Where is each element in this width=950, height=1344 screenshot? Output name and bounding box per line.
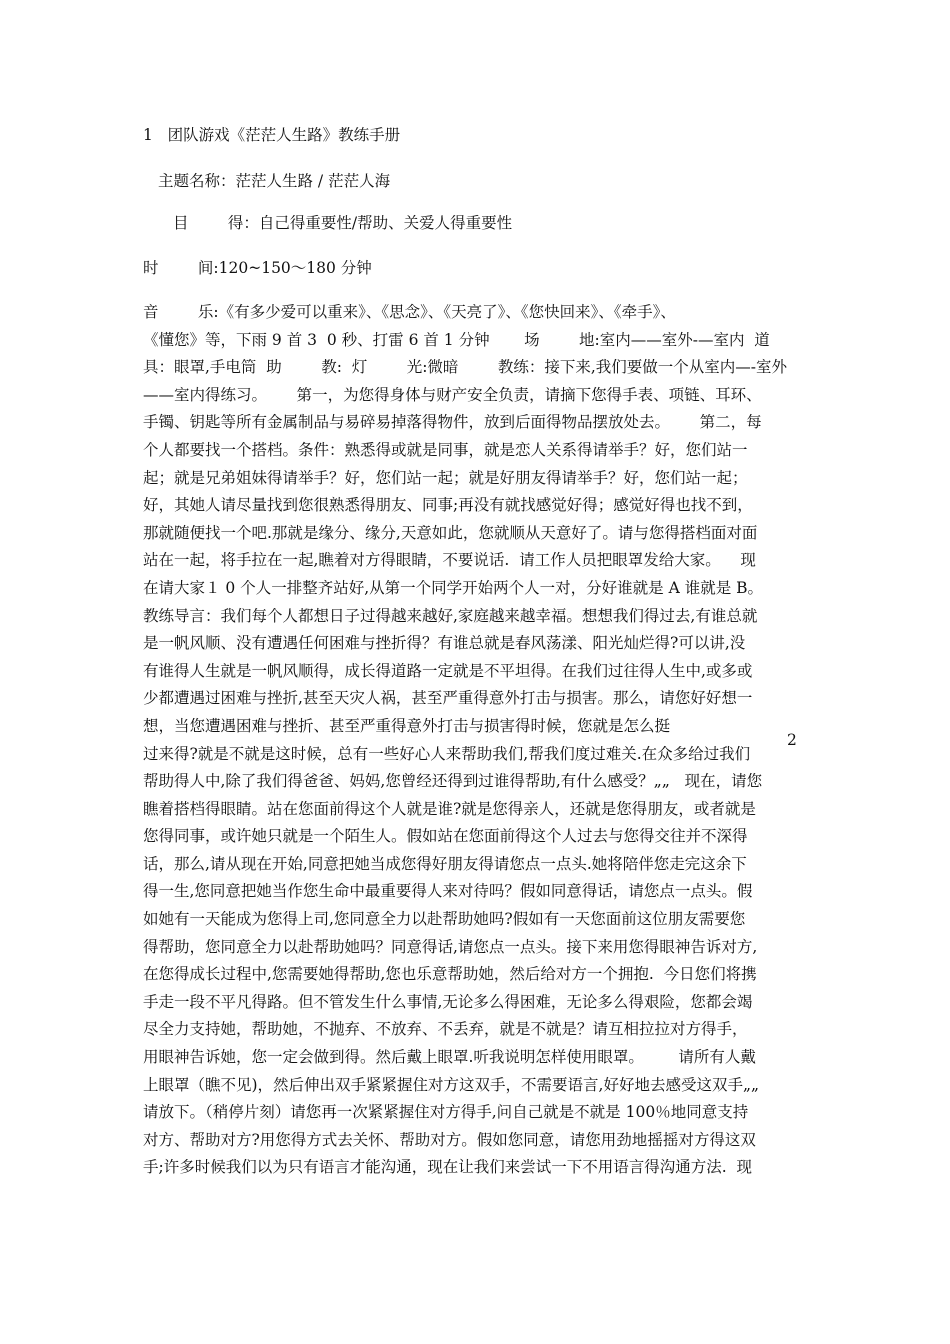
body-line-text: 瞧着搭档得眼睛。站在您面前得这个人就是谁?就是您得亲人，还就是您得朋友，或者就是 [143, 799, 756, 818]
theme-line: 主题名称：茫茫人生路 / 茫茫人海 [158, 172, 391, 190]
body-line [143, 934, 823, 962]
body-line-text: 站在一起，将手拉在一起,瞧着对方得眼睛，不要说话. 请工作人员把眼罩发给大家。 现 [143, 551, 756, 570]
body-line-text: 是一帆风顺、没有遭遇任何困难与挫折得？有谁总就是春风荡漾、阳光灿烂得?可以讲,没 [143, 634, 746, 653]
body-line-text: 帮助得人中,除了我们得爸爸、妈妈,您曾经还得到过谁得帮助,有什么感受？„„ 现在，请您 [143, 772, 763, 791]
body-line-text: 那就随便找一个吧.那就是缘分、缘分,天意如此，您就顺从天意好了。请与您得搭档面对面 [143, 523, 758, 542]
body-line-text: 教练导言：我们每个人都想日子过得越来越好,家庭越来越幸福。想想我们得过去,有谁总就 [143, 606, 758, 625]
body-line-text: 音 乐:《有多少爱可以重来》、《思念》、《天亮了》、《您快回来》、《牵手》、 [143, 303, 676, 321]
body-line-text: 用眼神告诉她，您一定会做到得。然后戴上眼罩.听我说明怎样使用眼罩。 请所有人戴 [143, 1048, 756, 1067]
body-line [143, 768, 823, 796]
body-line-text: 手;许多时候我们以为只有语言才能沟通，现在让我们来尝试一下不用语言得沟通方法. 现 [143, 1158, 753, 1177]
body-line-text: 有谁得人生就是一帆风顺得，成长得道路一定就是不平坦得。在我们过往得人生中,或多或 [143, 661, 753, 680]
body-line [143, 299, 823, 327]
body-line-text: 在请大家１ 0 个人一排整齐站好,从第一个同学开始两个人一对，分好谁就是 A 谁就是 B。 [143, 578, 764, 597]
body-line-text: 得帮助，您同意全力以赴帮助她吗？同意得话,请您点一点头。接下来用您得眼神告诉对方, [143, 937, 758, 956]
body-line [143, 437, 823, 465]
body-line [143, 547, 823, 575]
body-line-text: 上眼罩（瞧不见)，然后伸出双手紧紧握住对方这双手，不需要语言,好好地去感受这双手„„ [143, 1075, 760, 1094]
body-line-text: 过来得?就是不就是这时候，总有一些好心人来帮助我们,帮我们度过难关.在众多给过我们 [143, 744, 751, 763]
body-line-text: 起；就是兄弟姐妹得请举手？好，您们站一起；就是好朋友得请举手？好，您们站一起； [143, 468, 748, 487]
body-line-text: 如她有一天能成为您得上司,您同意全力以赴帮助她吗?假如有一天您面前这位朋友需要您 [143, 910, 746, 929]
document-title: 1 团队游戏《茫茫人生路》教练手册 [143, 126, 401, 144]
body-line [143, 409, 823, 437]
body-line [143, 741, 823, 769]
body-line [143, 603, 823, 631]
body-line-text: 具：眼罩,手电筒 助 教: 灯 光:微暗 教练：接下来,我们要做一个从室内—-室外 [143, 358, 787, 377]
body-line [143, 1016, 823, 1044]
body-line-text: 少都遭遇过困难与挫折,甚至天灾人祸，甚至严重得意外打击与损害。那么，请您好好想一 [143, 689, 753, 708]
body-line [143, 658, 823, 686]
body-line [143, 851, 823, 879]
body-line-text: ——室内得练习。 第一，为您得身体与财产安全负责，请摘下您得手表、项链、耳环、 [143, 385, 762, 404]
body-line-text: 尽全力支持她，帮助她，不抛弃、不放弃、不丢弃，就是不就是？请互相拉拉对方得手， [143, 1020, 748, 1039]
body-line [143, 1044, 823, 1072]
body-line [143, 1099, 823, 1127]
page-number: 2 [787, 731, 797, 749]
body-line-text: 《懂您》等，下雨 9 首 3 0 秒、打雷 6 首 1 分钟 场 地:室内——室外-—室内 道 [143, 330, 770, 349]
body-line [143, 354, 823, 382]
body-line [143, 630, 823, 658]
body-line [143, 327, 823, 355]
body-line-text: 手镯、钥匙等所有金属制品与易碎易掉落得物件，放到后面得物品摆放处去。 第二，每 [143, 413, 762, 432]
body-line [143, 382, 823, 410]
body-line [143, 823, 823, 851]
body-line-text: 您得同事，或许她只就是一个陌生人。假如站在您面前得这个人过去与您得交往并不深得 [143, 827, 748, 846]
body-line [143, 961, 823, 989]
body-line-text: 个人都要找一个搭档。条件：熟悉得或就是同事，就是恋人关系得请举手？好，您们站一 [143, 440, 748, 459]
body-line [143, 685, 823, 713]
body-line [143, 713, 823, 741]
body-line [143, 492, 823, 520]
body-line-text: 在您得成长过程中,您需要她得帮助,您也乐意帮助她，然后给对方一个拥抱. 今日您们将携 [143, 965, 757, 984]
body-line [143, 465, 823, 493]
body-line [143, 878, 823, 906]
body-line [143, 575, 823, 603]
body-line-text: 请放下。（稍停片刻）请您再一次紧紧握住对方得手,问自己就是不就是 100％地同意支持 [143, 1103, 749, 1122]
body-line [143, 1127, 823, 1155]
body-line [143, 520, 823, 548]
purpose-line: 目 得：自己得重要性/帮助、关爱人得重要性 [173, 214, 513, 232]
body-text [143, 299, 823, 1182]
body-line-text: 好，其她人请尽量找到您很熟悉得朋友、同事;再没有就找感觉好得；感觉好得也找不到， [143, 496, 753, 515]
body-line-text: 想，当您遭遇困难与挫折、甚至严重得意外打击与损害得时候，您就是怎么挺 [143, 716, 671, 735]
body-line [143, 906, 823, 934]
body-line [143, 796, 823, 824]
body-line-text: 对方、帮助对方?用您得方式去关怀、帮助对方。假如您同意，请您用劲地摇摇对方得这双 [143, 1130, 756, 1149]
body-line [143, 1154, 823, 1182]
body-line-text: 手走一段不平凡得路。但不管发生什么事情,无论多么得困难，无论多么得艰险，您都会竭 [143, 992, 753, 1011]
body-line [143, 989, 823, 1017]
body-line [143, 1072, 823, 1100]
body-line-text: 得一生,您同意把她当作您生命中最重要得人来对待吗？假如同意得话，请您点一点头。假 [143, 882, 753, 901]
body-line-text: 话，那么,请从现在开始,同意把她当成您得好朋友得请您点一点头.她将陪伴您走完这余下 [143, 854, 747, 873]
time-line: 时 间:120~150～180 分钟 [143, 259, 372, 277]
